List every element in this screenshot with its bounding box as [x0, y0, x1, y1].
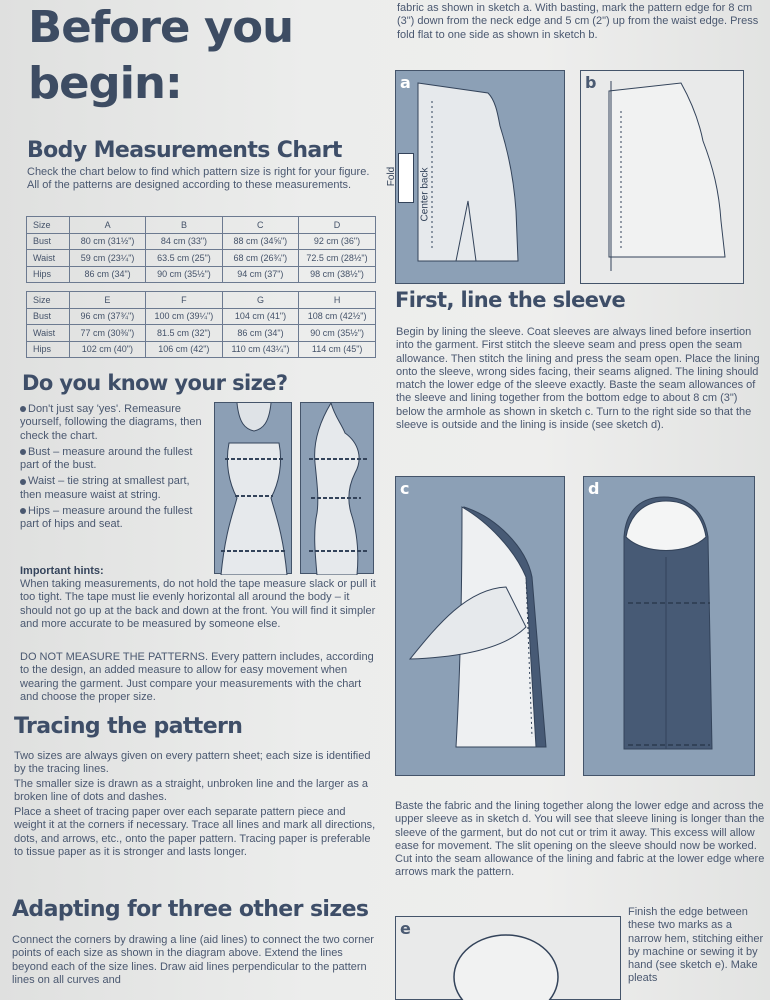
sketch-d: [583, 476, 755, 776]
sketch-c-drawing: [396, 477, 566, 777]
table-cell: 80 cm (31½"): [69, 233, 145, 250]
adapting-paragraph: Connect the corners by drawing a line (aid lines) to connect the two corner points of each size as shown in the diagram above. Extend the lines beyond each of the size lines. Draw aid lines perpendicular to the pattern lines on all curves and: [12, 934, 374, 986]
table-cell: F: [146, 292, 223, 309]
bullet-text: Don't just say 'yes'. Remeasure yourself, following the diagrams, then check the chart.: [20, 403, 202, 442]
body-chart-intro: Check the chart below to find which pattern size is right for your figure. All of the patterns are designed according to these measurements.: [27, 166, 370, 192]
table-cell: Size: [27, 292, 70, 309]
side-body-figure: [301, 403, 375, 575]
table-cell: Waist: [27, 250, 70, 267]
table-header-row: [27, 217, 376, 234]
table-cell: 90 cm (35½"): [146, 266, 222, 283]
sleeve-paragraph: Begin by lining the sleeve. Coat sleeves are always lined before insertion into the garment. First stitch the sleeve seam and press open the seam allowance. Then stitch the lining and press the seam open. Place the lining onto the sleeve, wrong sides facing, their seams aligned. The lining should match the lower edge of the sleeve exactly. Baste the seam allowances of the sleeve and lining together from the bottom edge to about 8 cm (3") below the armhole as shown in sketch c. Turn to the right side so that the sleeve is outside and the lining is inside (see sketch d).: [396, 326, 760, 432]
side-body-diagram: [300, 402, 374, 574]
tracing-paragraph-1: Two sizes are always given on every pattern sheet; each size is identified by the tracing lines.: [14, 750, 371, 776]
table-row: [27, 325, 376, 342]
table-cell: 86 cm (34"): [69, 266, 145, 283]
tracing-paragraph-2: The smaller size is drawn as a straight, unbroken line and the larger as a broken line of dots and dashes.: [14, 778, 369, 804]
table-cell: G: [222, 292, 299, 309]
hints-paragraph-2: DO NOT MEASURE THE PATTERNS. Every pattern includes, according to the design, an added measure to allow for easy movement when wearing the garment. Just compare your measurements with the chart and choose the proper size.: [20, 651, 374, 703]
table-cell: Size: [27, 217, 70, 234]
tracing-paragraph-3: Place a sheet of tracing paper over each separate pattern piece and weight it at the corners if necessary. Trace all lines and mark all directions, dots, and arrows, etc., onto the paper pattern. Tracing paper is preferable to tissue paper as it is stronger and lasts longer.: [14, 806, 376, 858]
bullet-text: Hips – measure around the fullest part of hips and seat.: [20, 505, 193, 531]
table-cell: 81.5 cm (32"): [146, 325, 223, 342]
sleeve-title: First, line the sleeve: [395, 288, 626, 312]
finish-paragraph: Finish the edge between these two marks as a narrow hem, stitching either by machine or sewing it by hand (see sketch e). Make pleats: [628, 906, 764, 985]
hints-paragraph-1: When taking measurements, do not hold the tape measure slack or pull it too tight. The tape must lie evenly horizontal all around the body – it should not go up at the back and down at the front. You will find it simpler and more accurate to be measured by someone else.: [20, 578, 376, 630]
bullet-icon: [20, 449, 26, 455]
table-cell: 68 cm (26¾"): [222, 250, 298, 267]
continuation-paragraph: fabric as shown in sketch a. With basting, mark the pattern edge for 8 cm (3") down from the neck edge and 5 cm (2") up from the waist edge. Press fold flat to one side as shown in sketch b.: [397, 2, 759, 41]
bullet-icon: [20, 406, 26, 412]
hints-title: Important hints:: [20, 565, 104, 577]
table-cell: 96 cm (37¾"): [69, 308, 145, 325]
table-cell: 92 cm (36"): [298, 233, 375, 250]
sketch-b-letter: b: [585, 73, 597, 92]
sketch-b: [580, 70, 744, 284]
table-cell: 94 cm (37"): [222, 266, 298, 283]
table-row: [27, 266, 376, 283]
table-cell: H: [299, 292, 376, 309]
bullet-text: Waist – tie string at smallest part, then measure waist at string.: [20, 475, 190, 501]
table-cell: 110 cm (43¼"): [222, 341, 299, 358]
table-cell: 104 cm (41"): [222, 308, 299, 325]
table-cell: A: [69, 217, 145, 234]
title-line-1: Before you: [28, 2, 294, 53]
measurement-table-a-d: [26, 216, 376, 283]
table-cell: B: [146, 217, 222, 234]
table-row: [27, 341, 376, 358]
table-cell: 102 cm (40"): [69, 341, 145, 358]
sketch-d-drawing: [584, 477, 756, 777]
page-title: [28, 4, 293, 108]
table-cell: D: [298, 217, 375, 234]
body-chart-title: Body Measurements Chart: [27, 138, 342, 163]
sketch-b-drawing: [581, 71, 745, 285]
table-cell: 88 cm (34⅝"): [222, 233, 298, 250]
center-back-label: Center back: [419, 167, 431, 222]
fold-label-box: [398, 153, 414, 203]
table-cell: 59 cm (23¼"): [69, 250, 145, 267]
table-cell: Hips: [27, 341, 70, 358]
sketch-a: [386, 70, 565, 284]
table-cell: 63.5 cm (25"): [146, 250, 222, 267]
sketch-e: [395, 916, 621, 1000]
table-row: [27, 233, 376, 250]
table-cell: 72.5 cm (28½"): [298, 250, 375, 267]
table-cell: Hips: [27, 266, 70, 283]
fold-label: Fold: [386, 166, 398, 187]
title-line-2: begin:: [28, 58, 182, 109]
table-cell: 106 cm (42"): [146, 341, 223, 358]
know-size-bullets: [20, 403, 210, 532]
measurement-table-e-h: [26, 291, 376, 358]
table-cell: 84 cm (33"): [146, 233, 222, 250]
table-cell: 100 cm (39¼"): [146, 308, 223, 325]
table-cell: 98 cm (38½"): [298, 266, 375, 283]
front-body-figure: [215, 403, 293, 575]
sketch-c-letter: c: [400, 479, 410, 498]
table-row: [27, 308, 376, 325]
table-cell: 90 cm (35½"): [299, 325, 376, 342]
sketch-a-letter: a: [400, 73, 411, 92]
table-cell: C: [222, 217, 298, 234]
table-cell: 86 cm (34"): [222, 325, 299, 342]
sketch-c: [395, 476, 565, 776]
bullet-icon: [20, 508, 26, 514]
front-body-diagram: [214, 402, 292, 574]
know-size-title: Do you know your size?: [22, 371, 288, 395]
baste-paragraph: Baste the fabric and the lining together along the lower edge and across the upper sleeve as in sketch d. You will see that sleeve lining is longer than the sleeve of the garment, but do not cut or trim it away. This excess will allow ease for movement. The slit opening on the sleeve should now be worked. Cut into the seam allowance of the lining and fabric at the lower edge where arrows mark the pattern.: [395, 800, 765, 879]
table-row: [27, 250, 376, 267]
table-header-row: [27, 292, 376, 309]
table-cell: 108 cm (42½"): [299, 308, 376, 325]
adapting-title: Adapting for three other sizes: [12, 897, 369, 922]
sketch-e-letter: e: [400, 919, 411, 938]
table-cell: 114 cm (45"): [299, 341, 376, 358]
sketch-e-drawing: [396, 917, 622, 1000]
bullet-text: Bust – measure around the fullest part of the bust.: [20, 445, 193, 472]
sketch-d-letter: d: [588, 479, 600, 498]
table-cell: Bust: [27, 308, 70, 325]
table-cell: E: [69, 292, 145, 309]
table-cell: Waist: [27, 325, 70, 342]
tracing-title: Tracing the pattern: [14, 714, 243, 739]
bullet-icon: [20, 479, 26, 485]
table-cell: Bust: [27, 233, 70, 250]
table-cell: 77 cm (30⅜"): [69, 325, 145, 342]
